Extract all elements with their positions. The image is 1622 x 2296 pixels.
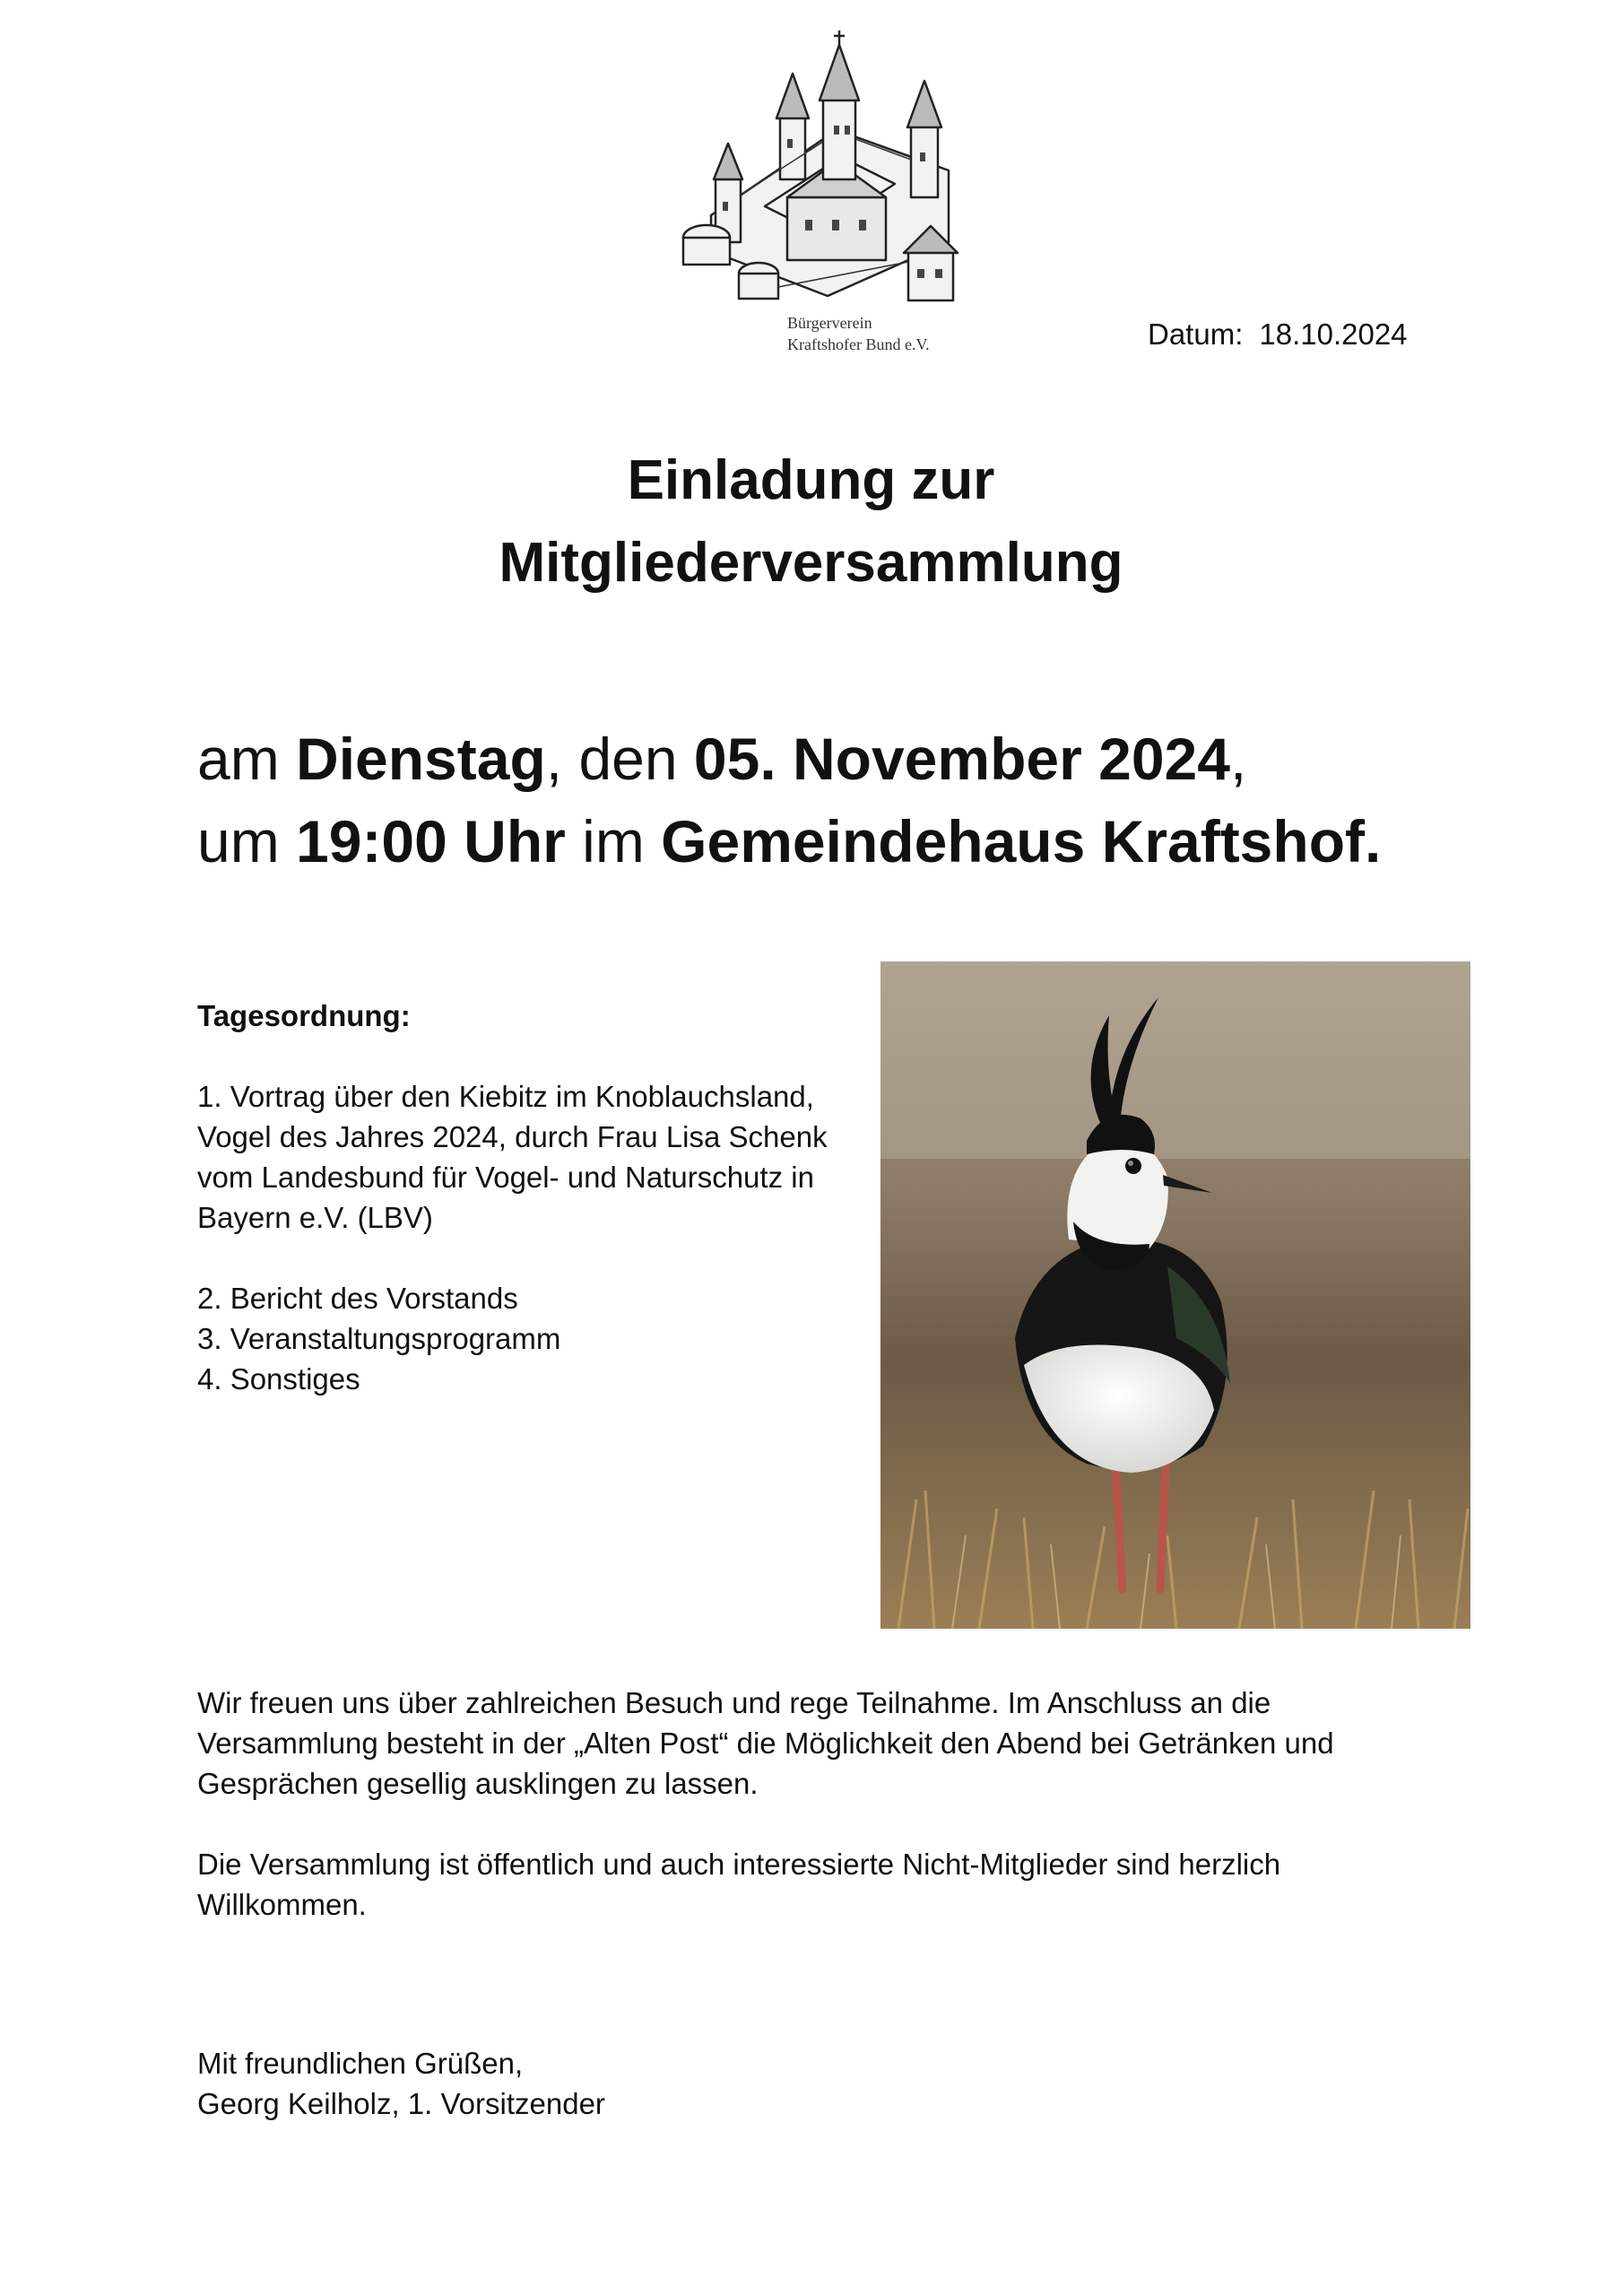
paragraph-public — [197, 1844, 1470, 1925]
meeting-text: um — [197, 808, 297, 874]
paragraph-line: Versammlung besteht in der „Alten Post“ die Möglichkeit den Abend bei Getränken und — [197, 1726, 1334, 1760]
meeting-text: im — [565, 808, 662, 874]
meeting-place: Gemeindehaus Kraftshof. — [661, 808, 1382, 874]
greeting: Mit freundlichen Grüßen, — [197, 2047, 524, 2080]
paragraph-line: Wir freuen uns über zahlreichen Besuch und rege Teilnahme. Im Anschluss an die — [197, 1686, 1271, 1719]
paragraph-line: Willkommen. — [197, 1888, 367, 1921]
agenda-item-line: 1. Vortrag über den Kiebitz im Knoblauchsland, — [197, 1080, 814, 1113]
signature: Georg Keilholz, 1. Vorsitzender — [197, 2087, 605, 2120]
agenda-item-line: vom Landesbund für Vogel- und Naturschutz in — [197, 1161, 814, 1194]
date-label: Datum: — [1148, 317, 1244, 351]
meeting-text: am — [197, 726, 297, 792]
logo-line-2: Kraftshofer Bund e.V. — [787, 335, 930, 353]
meeting-date: 05. November 2024 — [693, 726, 1230, 792]
meeting-line-2 — [197, 800, 1381, 883]
agenda-item-line: Vogel des Jahres 2024, durch Frau Lisa Schenk — [197, 1120, 828, 1153]
logo-caption — [787, 312, 984, 355]
date-value: 18.10.2024 — [1259, 317, 1408, 351]
page-title — [0, 439, 1622, 604]
agenda-item-line: Bayern e.V. (LBV) — [197, 1201, 433, 1234]
document-date — [1148, 317, 1408, 352]
castle-icon — [680, 27, 984, 323]
meeting-details — [197, 718, 1381, 883]
meeting-text: , — [1229, 726, 1247, 792]
lapwing-bird-icon — [880, 961, 1470, 1629]
agenda-item-1 — [197, 1076, 861, 1238]
lapwing-photo — [880, 961, 1470, 1629]
paragraph-line: Die Versammlung ist öffentlich und auch interessierte Nicht-Mitglieder sind herzlich — [197, 1848, 1281, 1881]
club-logo — [680, 27, 984, 363]
agenda-heading: Tagesordnung: — [197, 999, 411, 1032]
agenda — [197, 996, 861, 1399]
paragraph-welcome — [197, 1683, 1470, 1804]
agenda-item-3: 3. Veranstaltungsprogramm — [197, 1322, 561, 1355]
meeting-day: Dienstag — [296, 726, 546, 792]
closing — [197, 2043, 605, 2124]
title-line-1: Einladung zur — [627, 449, 995, 511]
meeting-line-1 — [197, 718, 1381, 800]
agenda-item-2: 2. Bericht des Vorstands — [197, 1282, 518, 1315]
meeting-text: , den — [545, 726, 694, 792]
title-line-2: Mitgliederversammlung — [499, 532, 1123, 594]
meeting-time: 19:00 Uhr — [296, 808, 566, 874]
logo-line-1: Bürgerverein — [787, 314, 872, 332]
agenda-item-4: 4. Sonstiges — [197, 1362, 360, 1396]
paragraph-line: Gesprächen gesellig ausklingen zu lassen. — [197, 1767, 759, 1800]
